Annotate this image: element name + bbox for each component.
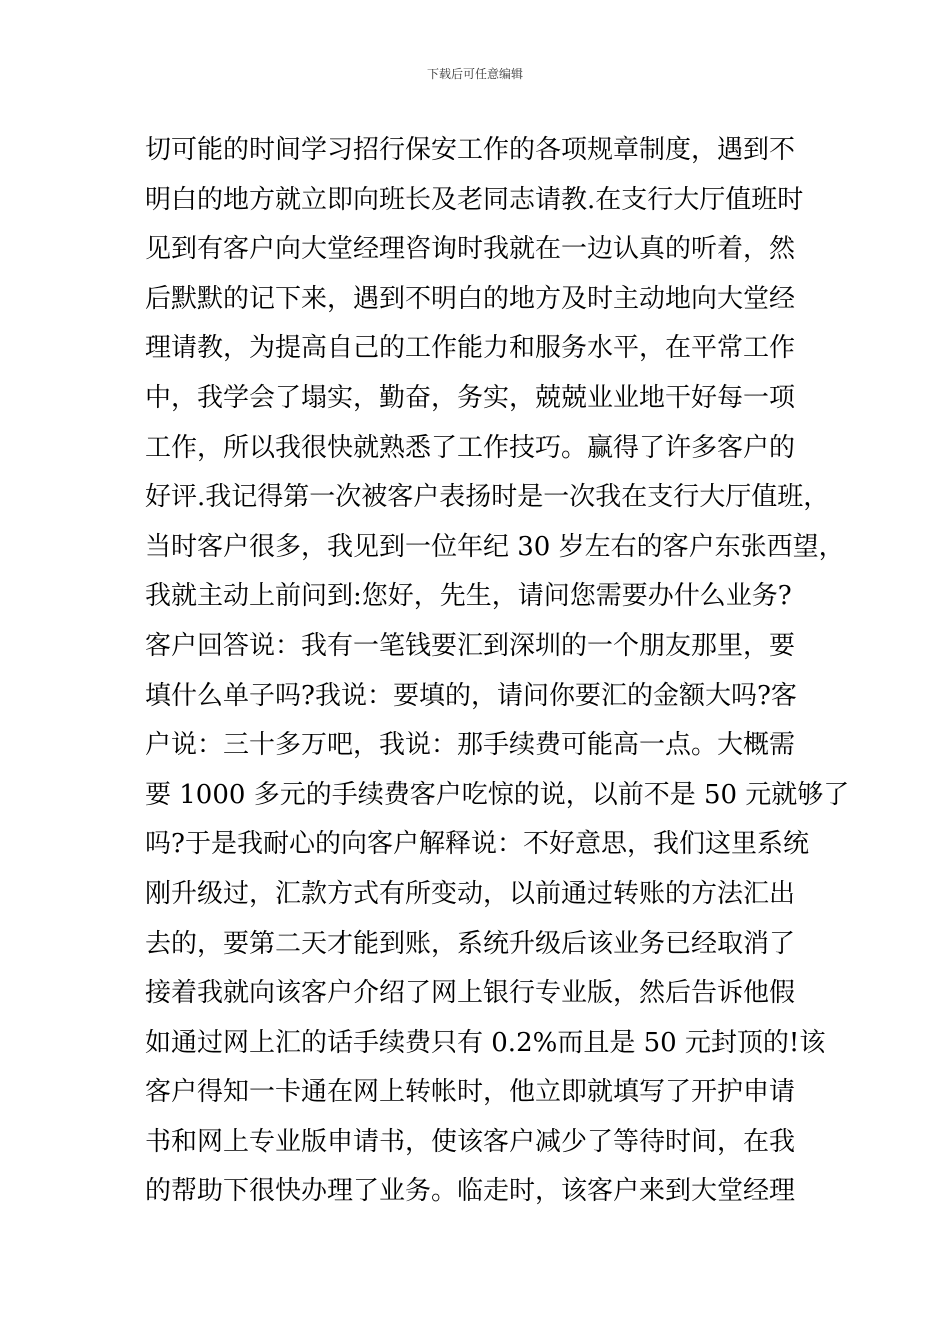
text-line: 接着我就向该客户介绍了网上银行专业版，然后告诉他假 [145, 978, 796, 1009]
text-line: 如通过网上汇的话手续费只有 0.2%而且是 50 元封顶的!该 [145, 1027, 826, 1058]
text-line: 中，我学会了塌实，勤奋，务实，兢兢业业地干好每一项 [145, 382, 796, 413]
text-line: 当时客户很多，我见到一位年纪 30 岁左右的客户东张西望， [145, 531, 845, 562]
text-line: 的帮助下很快办理了业务。临走时，该客户来到大堂经理 [145, 1176, 796, 1207]
text-line: 吗?于是我耐心的向客户解释说：不好意思，我们这里系统 [145, 829, 809, 860]
text-line: 去的，要第二天才能到账，系统升级后该业务已经取消了 [145, 928, 796, 959]
body-text [145, 126, 850, 1217]
text-line: 好评.我记得第一次被客户表扬时是一次我在支行大厅值班， [145, 482, 830, 513]
text-line: 要 1000 多元的手续费客户吃惊的说，以前不是 50 元就够了 [145, 779, 850, 810]
text-line: 切可能的时间学习招行保安工作的各项规章制度，遇到不 [145, 135, 796, 165]
text-line: 见到有客户向大堂经理咨询时我就在一边认真的听着，然 [145, 234, 796, 265]
text-line: 我就主动上前问到:您好，先生，请问您需要办什么业务? [145, 581, 792, 612]
text-line: 客户回答说：我有一笔钱要汇到深圳的一个朋友那里，要 [145, 630, 796, 661]
text-line: 书和网上专业版申请书，使该客户减少了等待时间，在我 [145, 1126, 796, 1157]
page-header: 下载后可任意编辑 [426, 67, 523, 81]
text-line: 刚升级过，汇款方式有所变动，以前通过转账的方法汇出 [145, 878, 796, 909]
text-line: 明白的地方就立即向班长及老同志请教.在支行大厅值班时 [145, 184, 804, 215]
text-line: 客户得知一卡通在网上转帐时，他立即就填写了开护申请 [145, 1077, 796, 1108]
text-line: 后默默的记下来，遇到不明白的地方及时主动地向大堂经 [145, 283, 796, 314]
text-line: 户说：三十多万吧，我说：那手续费可能高一点。大概需 [145, 730, 796, 761]
text-line: 工作，所以我很快就熟悉了工作技巧。赢得了许多客户的 [145, 432, 796, 463]
text-line: 填什么单子吗?我说：要填的，请问你要汇的金额大吗?客 [145, 680, 797, 711]
text-line: 理请教，为提高自己的工作能力和服务水平，在平常工作 [145, 333, 796, 364]
